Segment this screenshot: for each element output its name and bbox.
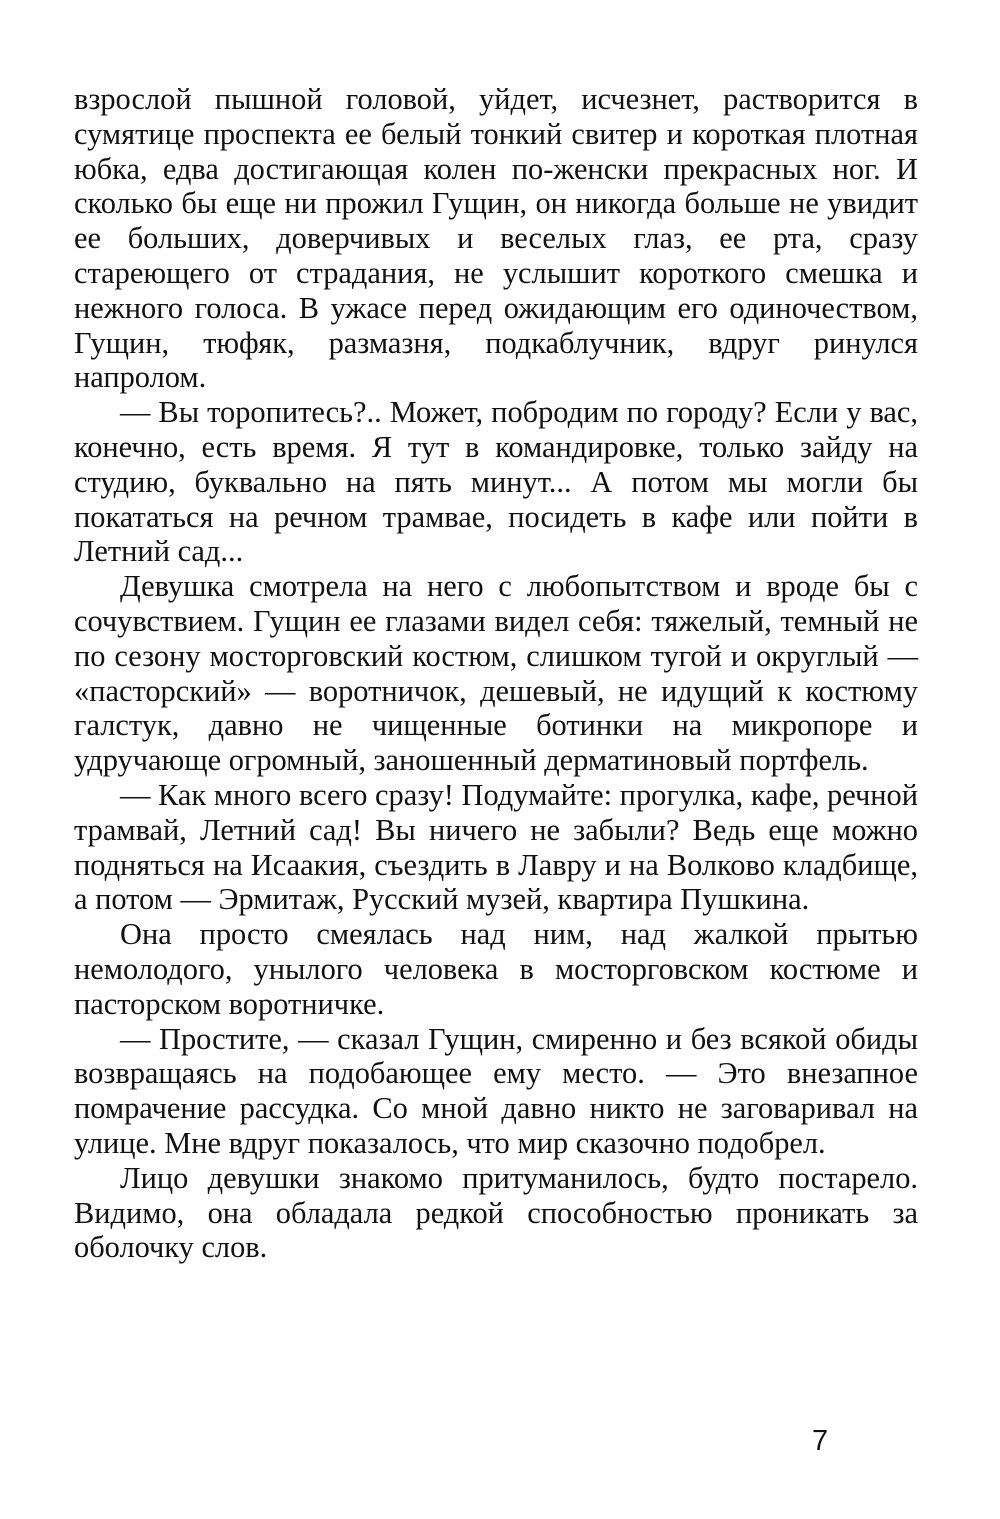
paragraph-laughing: Она просто смеялась над ним, над жалкой прытью немолодого, унылого человека в мосторговском костюме и пасторском воротничке.: [74, 917, 918, 1021]
paragraph-dialogue-invitation: — Вы торопитесь?.. Может, побродим по городу? Если у вас, конечно, есть время. Я тут в командировке, только зайду на студию, буквально на пять минут... А потом мы могли бы покататься на речном трамвае, посидеть в кафе или пойти в Летний сад...: [74, 395, 918, 569]
paragraph-face-clouded: Лицо девушки знакомо притуманилось, будто постарело. Видимо, она обладала редкой способностью проникать за оболочку слов.: [74, 1160, 918, 1265]
paragraph-dialogue-reply: — Как много всего сразу! Подумайте: прогулка, кафе, речной трамвай, Летний сад! Вы ничего не забыли? Ведь еще можно подняться на Исаакия, съездить в Лавру и на Волково кладбище, а потом — Эрмитаж, Русский музей, квартира Пушкина.: [74, 777, 918, 917]
paragraph-girl-looks: Девушка смотрела на него с любопытством и вроде бы с сочувствием. Гущин ее глазами видел себя: тяжелый, темный не по сезону мосторговский костюм, слишком тугой и округлый — «пасторский» — воротничок, дешевый, не идущий к костюму галстук, давно не чищенные ботинки на микропоре и удручающе огромный, заношенный дерматиновый портфель.: [74, 569, 918, 778]
paragraph-dialogue-apology: — Простите, — сказал Гущин, смиренно и без всякой обиды возвращаясь на подобающее ему место. — Это внезапное помрачение рассудка. Со мной давно никто не заговаривал на улице. Мне вдруг показалось, что мир сказочно подобрел.: [74, 1021, 918, 1160]
page-number: 7: [812, 1425, 829, 1457]
paragraph-continued: взрослой пышной головой, уйдет, исчезнет, растворится в сумятице проспекта ее белый тонкий свитер и короткая плотная юбка, едва достигающая колен по-женски прекрасных ног. И сколько бы еще ни прожил Гущин, он никогда больше не увидит ее больших, доверчивых и веселых глаз, ее рта, сразу стареющего от страдания, не услышит короткого смешка и нежного голоса. В ужасе перед ожидающим его одиночеством, Гущин, тюфяк, размазня, подкаблучник, вдруг ринулся напролом.: [74, 82, 918, 395]
page-body: [74, 82, 918, 1265]
